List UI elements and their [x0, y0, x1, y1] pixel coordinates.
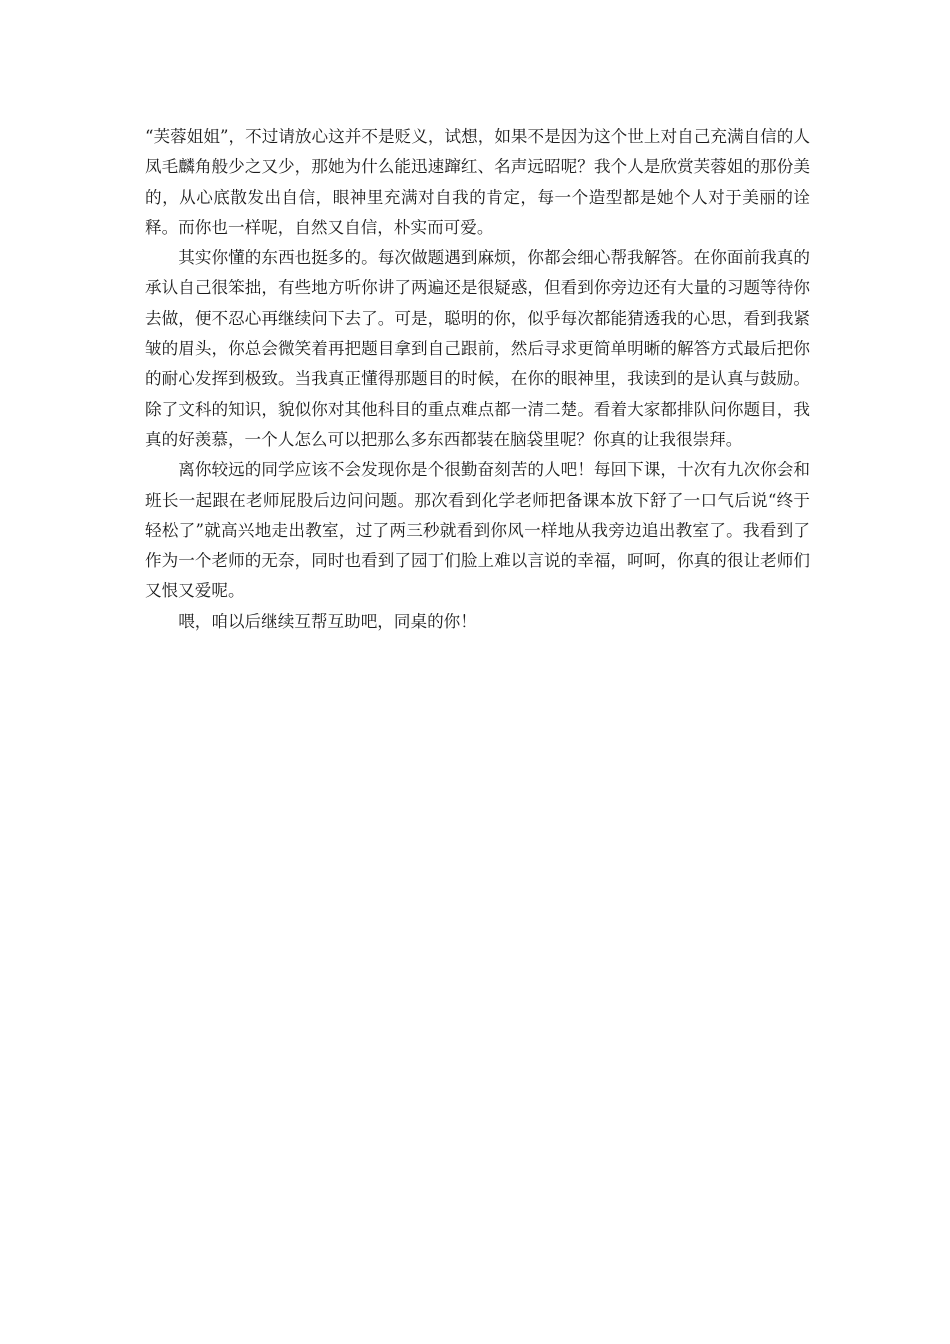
- document-page: [145, 122, 810, 637]
- paragraph-2: 其实你懂的东西也挺多的。每次做题遇到麻烦，你都会细心帮我解答。在你面前我真的承认自己很笨拙，有些地方听你讲了两遍还是很疑惑，但看到你旁边还有大量的习题等待你去做，便不忍心再继续问下去了。可是，聪明的你，似乎每次都能猜透我的心思，看到我紧皱的眉头，你总会微笑着再把题目拿到自己跟前，然后寻求更简单明晰的解答方式最后把你的耐心发挥到极致。当我真正懂得那题目的时候，在你的眼神里，我读到的是认真与鼓励。除了文科的知识，貌似你对其他科目的重点难点都一清二楚。看着大家都排队问你题目，我真的好羡慕，一个人怎么可以把那么多东西都装在脑袋里呢？你真的让我很崇拜。: [145, 248, 810, 449]
- paragraph-4: 喂，咱以后继续互帮互助吧，同桌的你！: [178, 611, 477, 631]
- paragraph-3: 离你较远的同学应该不会发现你是个很勤奋刻苦的人吧！每回下课，十次有九次你会和班长一起跟在老师屁股后边问问题。那次看到化学老师把备课本放下舒了一口气后说“终于轻松了”就高兴地走出教室，过了两三秒就看到你风一样地从我旁边追出教室了。我看到了作为一个老师的无奈，同时也看到了园丁们脸上难以言说的幸福，呵呵，你真的很让老师们又恨又爱呢。: [145, 460, 810, 601]
- paragraph-1: “芙蓉姐姐”，不过请放心这并不是贬义，试想，如果不是因为这个世上对自己充满自信的人凤毛麟角般少之又少，那她为什么能迅速蹿红、名声远昭呢？我个人是欣赏芙蓉姐的那份美的，从心底散发出自信，眼神里充满对自我的肯定，每一个造型都是她个人对于美丽的诠释。而你也一样呢，自然又自信，朴实而可爱。: [145, 127, 810, 237]
